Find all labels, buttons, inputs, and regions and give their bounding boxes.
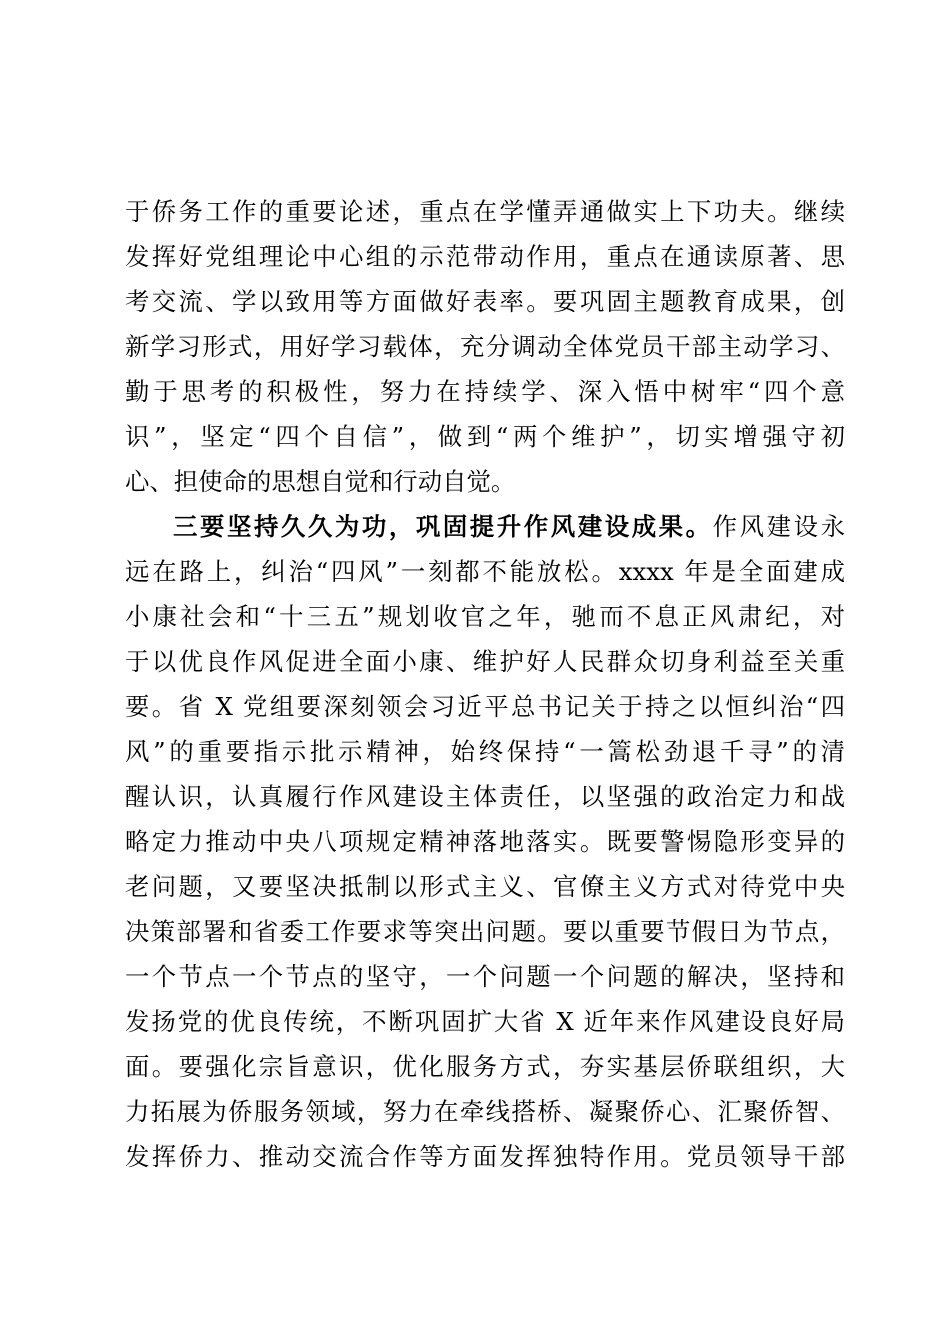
text-line: 力拓展为侨服务领域，努力在牵线搭桥、凝聚侨心、汇聚侨智、 — [125, 1097, 845, 1126]
text-line: 小康社会和“十三五”规划收官之年，驰而不息正风肃纪，对 — [125, 602, 845, 631]
text-line: 心、担使命的思想自觉和行动自觉。 — [125, 467, 516, 496]
text-line: 面。要强化宗旨意识，优化服务方式，夯实基层侨联组织，大 — [125, 1052, 845, 1081]
paragraph-heading: 三要坚持久久为功，巩固提升作风建设成果。 — [173, 512, 713, 541]
text-line: 新学习形式，用好学习载体，充分调动全体党员干部主动学习、 — [125, 332, 845, 361]
text-line: 发挥好党组理论中心组的示范带动作用，重点在通读原著、思 — [125, 242, 845, 271]
text-line: 发挥侨力、推动交流合作等方面发挥独特作用。党员领导干部 — [125, 1142, 845, 1171]
text-line: 发扬党的优良传统，不断巩固扩大省 X 近年来作风建设良好局 — [125, 1007, 845, 1036]
text-line: 识”，坚定“四个自信”，做到“两个维护”，切实增强守初 — [125, 422, 845, 451]
text-line: 要。省 X 党组要深刻领会习近平总书记关于持之以恒纠治“四 — [125, 692, 845, 721]
text-line: 风”的重要指示批示精神，始终保持“一篙松劲退千寻”的清 — [125, 737, 845, 766]
text-line: 老问题，又要坚决抵制以形式主义、官僚主义方式对待党中央 — [125, 872, 845, 901]
text-line: 决策部署和省委工作要求等突出问题。要以重要节假日为节点， — [125, 917, 845, 946]
text-line: 远在路上，纠治“四风”一刻都不能放松。xxxx 年是全面建成 — [125, 557, 845, 586]
text-line: 一个节点一个节点的坚守，一个问题一个问题的解决，坚持和 — [125, 962, 845, 991]
text-line: 于侨务工作的重要论述，重点在学懂弄通做实上下功夫。继续 — [125, 197, 845, 226]
text-line: 醒认识，认真履行作风建设主体责任，以坚强的政治定力和战 — [125, 782, 845, 811]
text-line: 于以优良作风促进全面小康、维护好人民群众切身利益至关重 — [125, 647, 845, 676]
paragraph-first-line — [173, 507, 845, 547]
text-line: 考交流、学以致用等方面做好表率。要巩固主题教育成果，创 — [125, 287, 845, 316]
paragraph-first-line-rest: 作风建设永 — [712, 512, 845, 541]
text-line: 略定力推动中央八项规定精神落地落实。既要警惕隐形变异的 — [125, 827, 845, 856]
text-line: 勤于思考的积极性，努力在持续学、深入悟中树牢“四个意 — [125, 377, 845, 406]
